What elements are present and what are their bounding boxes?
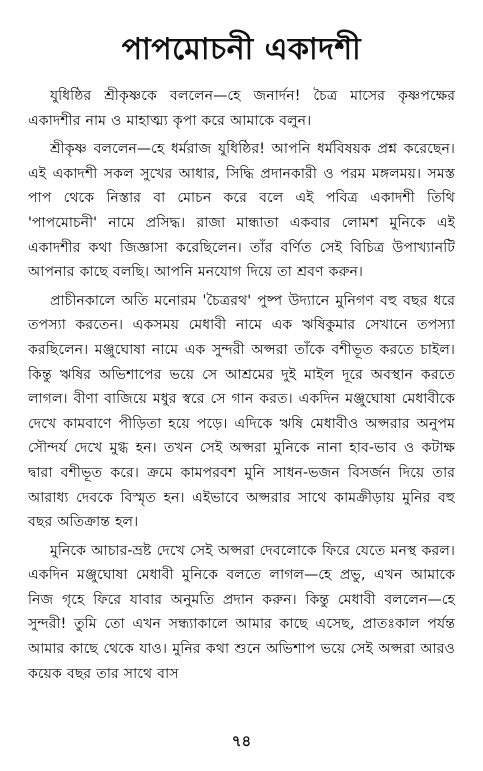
paragraph-2: শ্রীকৃষ্ণ বললেন—হে ধর্মরাজ যুধিষ্ঠির! আপনি ধর্মবিষয়ক প্রশ্ন করেছেন। এই একাদশী সকল সুখের আধার, সিদ্ধি প্রদানকারী ও পরম মঙ্গলময়। সমস্ত পাপ থেকে নিস্তার বা মোচন করে বলে এই পবিত্র একাদশী তিথি 'পাপমোচনী' নামে প্রসিদ্ধ। রাজা মান্ধাতা একবার লোমশ মুনিকে এই একাদশীর কথা জিজ্ঞাসা করেছিলেন। তাঁর বর্ণিত সেই বিচিত্র উপাখ্যানটি আপনার কাছে বলছি। আপনি মনযোগ দিয়ে তা শ্রবণ করুন। <box>28 141 455 281</box>
page-number: ৭৪ <box>231 732 252 750</box>
paragraph-1: যুধিষ্ঠির শ্রীকৃষ্ণকে বললেন—হে জনার্দন! চৈত্র মাসের কৃষ্ণপক্ষের একাদশীর নাম ও মাহাত্ম্য কৃপা করে আমাকে বলুন। <box>28 88 455 129</box>
paragraph-4: মুনিকে আচার-ভ্রষ্ট দেখে সেই অপ্সরা দেবলোকে ফিরে যেতে মনস্থ করল। একদিন মঞ্জুঘোষা মেধাবী মুনিকে বলতে লাগল—হে প্রভু, এখন আমাকে নিজ গৃহে ফিরে যাবার অনুমতি প্রদান করুন। কিন্তু মেধাবী বললেন—হে সুন্দরী! তুমি তো এখন সন্ধ্যাকালে আমার কাছে এসেছ, প্রাতঃকাল পর্যন্ত আমার কাছে থেকে যাও। মুনির কথা শুনে অভিশাপ ভয়ে সেই অপ্সরা আরও কয়েক বছর তার সাথে বাস <box>28 542 455 682</box>
body-text <box>28 84 455 686</box>
paragraph-3: প্রাচীনকালে অতি মনোরম 'চৈত্ররথ' পুষ্প উদ্যানে মুনিগণ বহু বছর ধরে তপস্যা করতেন। একসময় মেধাবী নামে এক ঋষিকুমার সেখানে তপস্যা করছিলেন। মঞ্জুঘোষা নামে এক সুন্দরী অপ্সরা তাঁকে বশীভূত করতে চাইল। কিন্তু ঋষির অভিশাপের ভয়ে সে আশ্রমের দুই মাইল দূরে অবস্থান করতে লাগল। বীণা বাজিয়ে মধুর স্বরে সে গান করত। একদিন মঞ্জুঘোষা মেধাবীকে দেখে কামবাণে পীড়িতা হয়ে পড়ে। এদিকে ঋষি মেধাবীও অপ্সরার অনুপম সৌন্দর্য দেখে মুগ্ধ হন। তখন সেই অপ্সরা মুনিকে নানা হাব-ভাব ও কটাক্ষ দ্বারা বশীভূত করে। ক্রমে কামপরবশ মুনি সাধন-ভজন বিসর্জন দিয়ে তার আরাধ্য দেবকে বিস্মৃত হন। এইভাবে অপ্সরার সাথে কামক্রীড়ায় মুনির বহু বছর অতিক্রান্ত হল। <box>28 292 455 531</box>
chapter-title: পাপমোচনী একাদশী <box>121 32 362 67</box>
